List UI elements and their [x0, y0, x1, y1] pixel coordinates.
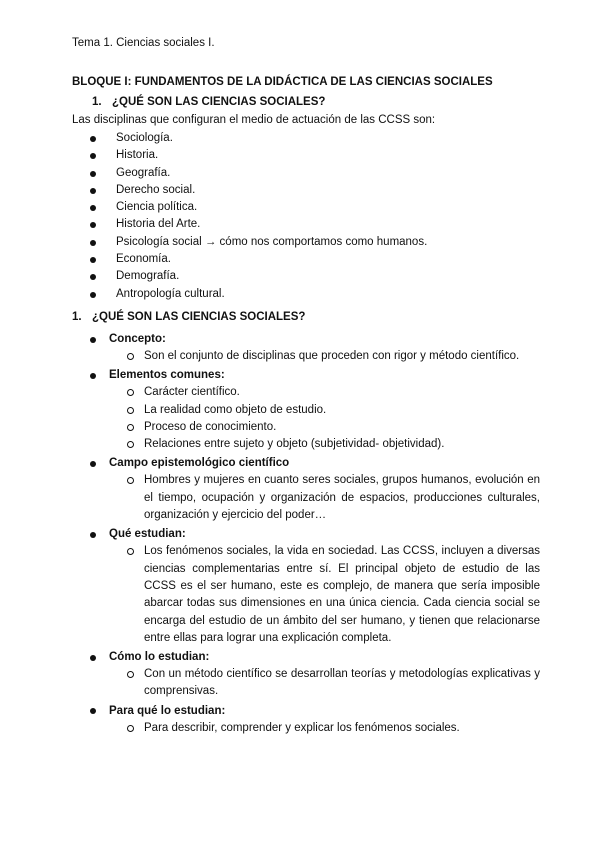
list-item: Ciencia política.: [90, 199, 427, 216]
list-item: Antropología cultural.: [90, 286, 427, 303]
list-item: Sociología.: [90, 130, 427, 147]
circle-bullet-icon: [127, 353, 134, 360]
sub-list-item: Son el conjunto de disciplinas que proceden con rigor y método científico.: [109, 348, 540, 365]
bullet-icon: [90, 205, 96, 211]
bullet-icon: [90, 240, 96, 246]
circle-bullet-icon: [127, 477, 134, 484]
how-they-study-item: Cómo lo estudian: Con un método científico se desarrollan teorías y metodologías explicativas y comprensivas.: [90, 649, 540, 701]
bullet-icon: [90, 708, 96, 714]
list-item: Economía.: [90, 251, 427, 268]
list-item: Derecho social.: [90, 182, 427, 199]
bullet-icon: [90, 171, 96, 177]
bullet-icon: [90, 532, 96, 538]
sub-list-item: Hombres y mujeres en cuanto seres sociales, grupos humanos, evolución en el tiempo, ocupación y organización de espacios, producciones culturales, organización y ejercicio del poder…: [109, 472, 540, 524]
concept-item: Concepto: Son el conjunto de disciplinas que proceden con rigor y método científico.: [90, 331, 540, 365]
list-item: Historia del Arte.: [90, 216, 427, 233]
bullet-icon: [90, 274, 96, 280]
section1-number: 1.: [92, 96, 102, 108]
bullet-icon: [90, 655, 96, 661]
list-item: Psicología social → cómo nos comportamos como humanos.: [90, 234, 427, 251]
list-item: Historia.: [90, 147, 427, 164]
epistemological-field-item: Campo epistemológico científico Hombres y mujeres en cuanto seres sociales, grupos humanos, evolución en el tiempo, ocupación y organización de espacios, producciones culturales, organización y ejercicio del poder…: [90, 455, 540, 524]
bullet-icon: [90, 188, 96, 194]
sub-list-item: Los fenómenos sociales, la vida en sociedad. Las CCSS, incluyen a diversas ciencias complementarias entre sí. El principal objeto de estudio de las CCSS es el ser humano, este es complejo, de manera que sería imposible abarcar todas sus dimensiones en una única ciencia. Cada ciencia social se encarga del estudio de un ámbito del ser humano, y tienen que relacionarse entre ellas para lograr una explicación completa.: [109, 543, 540, 647]
bullet-icon: [90, 136, 96, 142]
why-they-study-item: Para qué lo estudian: Para describir, comprender y explicar los fenómenos sociales.: [90, 703, 540, 737]
section2-number: 1.: [72, 311, 82, 323]
bullet-icon: [90, 153, 96, 159]
sub-list-item: La realidad como objeto de estudio.: [109, 402, 540, 419]
what-they-study-item: Qué estudian: Los fenómenos sociales, la vida en sociedad. Las CCSS, incluyen a diversas ciencias complementarias entre sí. El principal objeto de estudio de las CCSS es el ser humano, este es complejo, de manera que sería imposible abarcar todas sus dimensiones en una única ciencia. Cada ciencia social se encarga del estudio de un ámbito del ser humano, y tienen que relacionarse entre ellas para lograr una explicación completa.: [90, 526, 540, 647]
section2-heading: [72, 311, 305, 323]
circle-bullet-icon: [127, 671, 134, 678]
section1-title: ¿QUÉ SON LAS CIENCIAS SOCIALES?: [112, 96, 326, 108]
circle-bullet-icon: [127, 407, 134, 414]
section1-heading: [92, 96, 325, 108]
bullet-icon: [90, 461, 96, 467]
block-title: BLOQUE I: FUNDAMENTOS DE LA DIDÁCTICA DE LAS CIENCIAS SOCIALES: [72, 76, 493, 88]
bullet-icon: [90, 257, 96, 263]
list-item: Geografía.: [90, 165, 427, 182]
bullet-icon: [90, 337, 96, 343]
list-item: Demografía.: [90, 268, 427, 285]
section2-title: ¿QUÉ SON LAS CIENCIAS SOCIALES?: [92, 311, 306, 323]
page-header: Tema 1. Ciencias sociales I.: [72, 37, 215, 49]
sub-list-item: Proceso de conocimiento.: [109, 419, 540, 436]
sub-list-item: Para describir, comprender y explicar los fenómenos sociales.: [109, 720, 540, 737]
disciplines-list: [90, 130, 427, 303]
circle-bullet-icon: [127, 725, 134, 732]
bullet-icon: [90, 292, 96, 298]
sub-list-item: Con un método científico se desarrollan teorías y metodologías explicativas y comprensivas.: [109, 666, 540, 701]
common-elements-item: Elementos comunes: Carácter científico. La realidad como objeto de estudio. Proceso de conocimiento. Relaciones entre sujeto y objeto (subjetividad- objetividad).: [90, 367, 540, 453]
circle-bullet-icon: [127, 548, 134, 555]
bullet-icon: [90, 373, 96, 379]
bullet-icon: [90, 222, 96, 228]
section2-body: [90, 331, 540, 739]
circle-bullet-icon: [127, 441, 134, 448]
sub-list-item: Carácter científico.: [109, 384, 540, 401]
section1-intro: Las disciplinas que configuran el medio de actuación de las CCSS son:: [72, 114, 436, 126]
circle-bullet-icon: [127, 389, 134, 396]
circle-bullet-icon: [127, 424, 134, 431]
sub-list-item: Relaciones entre sujeto y objeto (subjetividad- objetividad).: [109, 436, 540, 453]
